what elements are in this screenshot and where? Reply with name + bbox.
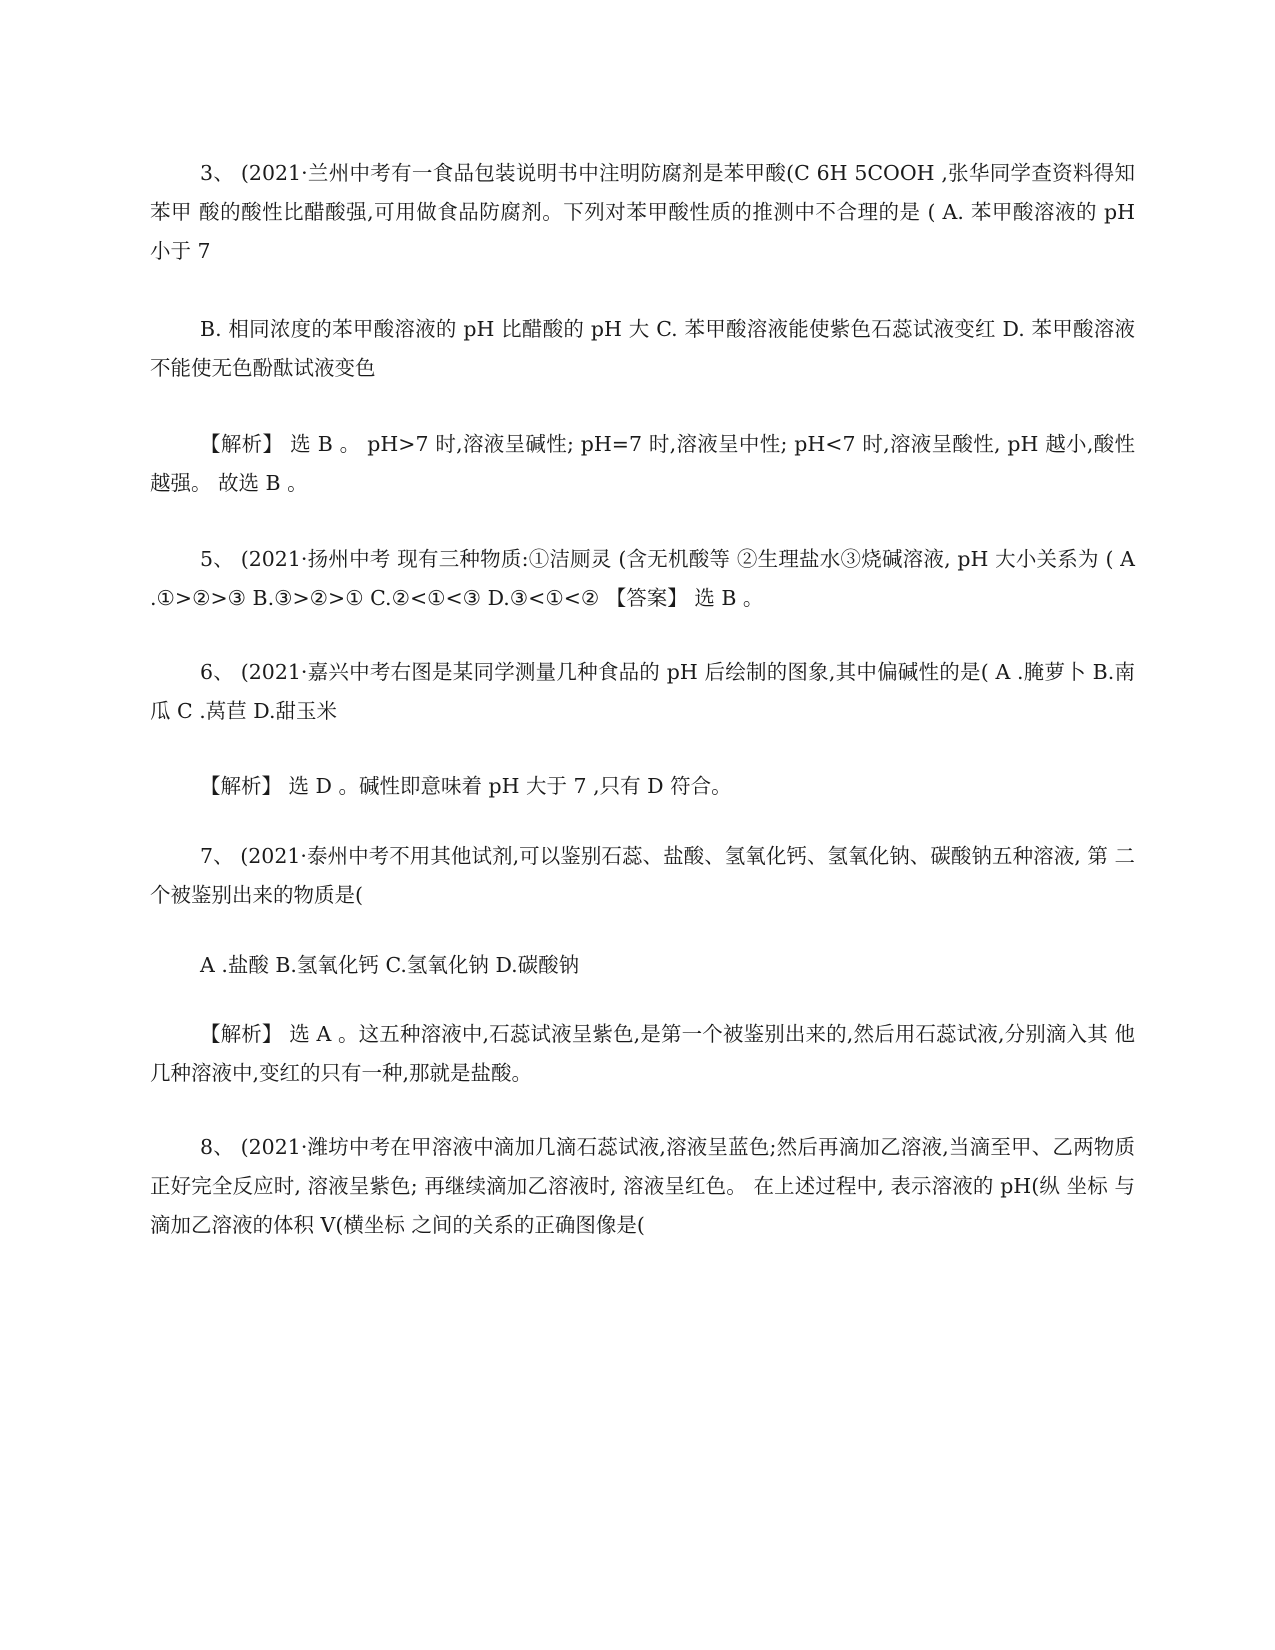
- question-3-stem: 3、 (2021·兰州中考有一食品包装说明书中注明防腐剂是苯甲酸(C 6H 5COOH ,张华同学查资料得知苯甲 酸的酸性比醋酸强,可用做食品防腐剂。下列对苯甲酸性质的推测中不合理的是 ( A. 苯甲酸溶液的 pH 小于 7: [150, 161, 1135, 263]
- question-8-stem: 8、 (2021·潍坊中考在甲溶液中滴加几滴石蕊试液,溶液呈蓝色;然后再滴加乙溶液,当滴至甲、乙两物质正好完全反应时, 溶液呈紫色; 再继续滴加乙溶液时, 溶液呈红色。 在上述过程中, 表示溶液的 pH(纵 坐标 与滴加乙溶液的体积 V(横坐标 之间的关系的正确图像是(: [150, 1135, 1135, 1237]
- question-7-analysis: 【解析】 选 A 。这五种溶液中,石蕊试液呈紫色,是第一个被鉴别出来的,然后用石蕊试液,分别滴入其 他几种溶液中,变红的只有一种,那就是盐酸。: [150, 1022, 1135, 1085]
- question-6-analysis: 【解析】 选 D 。碱性即意味着 pH 大于 7 ,只有 D 符合。: [200, 774, 732, 798]
- question-6: 6、 (2021·嘉兴中考右图是某同学测量几种食品的 pH 后绘制的图象,其中偏碱性的是( A .腌萝卜 B.南瓜 C .莴苣 D.甜玉米: [150, 660, 1135, 723]
- question-7-stem: 7、 (2021·泰州中考不用其他试剂,可以鉴别石蕊、盐酸、氢氧化钙、氢氧化钠、碳酸钠五种溶液, 第 二个被鉴别出来的物质是(: [150, 844, 1135, 907]
- question-3-analysis: 【解析】 选 B 。 pH>7 时,溶液呈碱性; pH=7 时,溶液呈中性; pH<7 时,溶液呈酸性, pH 越小,酸性越强。 故选 B 。: [150, 432, 1135, 495]
- question-5: 5、 (2021·扬州中考 现有三种物质:①洁厕灵 (含无机酸等 ②生理盐水③烧碱溶液, pH 大小关系为 ( A .①>②>③ B.③>②>① C.②<①<③ D.③<①<② 【答案】 选 B 。: [150, 547, 1135, 610]
- question-7-options: A .盐酸 B.氢氧化钙 C.氢氧化钠 D.碳酸钠: [200, 953, 580, 977]
- question-3-options: B. 相同浓度的苯甲酸溶液的 pH 比醋酸的 pH 大 C. 苯甲酸溶液能使紫色石蕊试液变红 D. 苯甲酸溶液不能使无色酚酞试液变色: [150, 317, 1135, 380]
